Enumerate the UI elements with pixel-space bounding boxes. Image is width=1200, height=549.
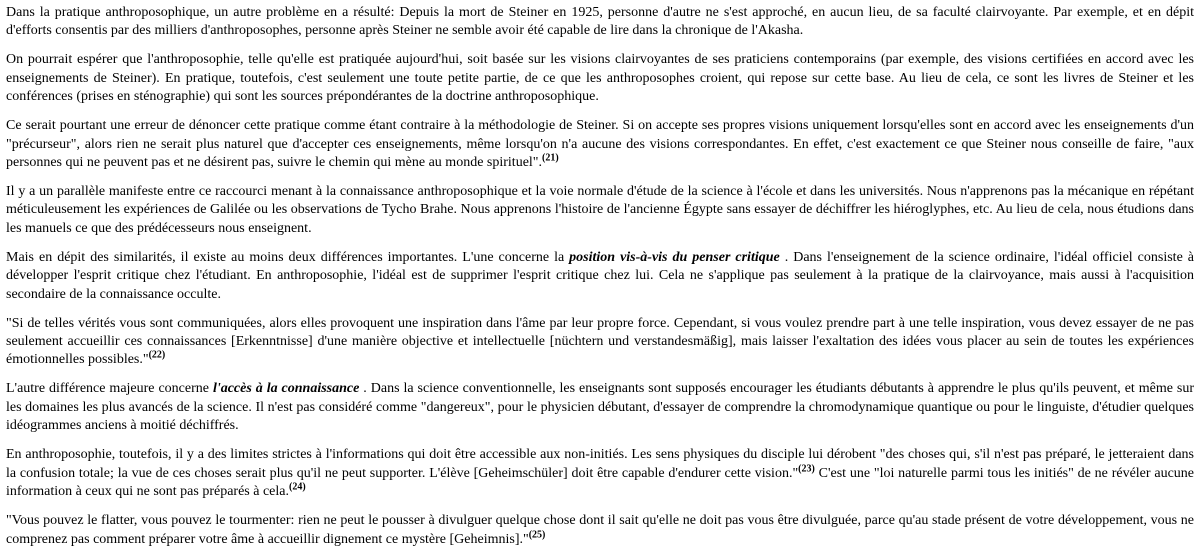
paragraph-8 [6,446,1194,501]
paragraph-text: "Vous pouvez le flatter, vous pouvez le tourmenter: rien ne peut le pousser à divulguer quelque chose dont il sait qu'elle ne doit pas vous être divulguée, parce qu'au stade présent de votre développement, vous ne comprenez pas comment préparer votre âme à accueillir dignement ce mystère [Geheimnis]." [6,513,1194,547]
paragraph-text: L'autre différence majeure concerne [6,381,213,397]
paragraph-text: On pourrait espérer que l'anthroposophie, telle qu'elle est pratiquée aujourd'hui, soit basée sur les visions clairvoyantes de ses praticiens contemporains (par exemple, des visions certifiées en accord avec les enseignements de Steiner). En pratique, toutefois, c'est seulement une toute petite partie, de ce que les anthroposophes croient, qui repose sur cette base. Au lieu de cela, ce sont les livres de Steiner et les conférences (prises en sténographie) qui sont les sources prépondérantes de la doctrine anthroposophique. [6,52,1194,105]
footnote-reference: (21) [542,152,559,164]
emphasized-phrase: l'accès à la connaissance [212,381,360,397]
paragraph-4 [6,183,1194,238]
footnote-reference: (25) [528,528,546,540]
paragraph-9 [6,512,1194,549]
paragraph-3 [6,117,1194,172]
paragraph-6 [6,315,1194,370]
paragraph-text: . Dans l'enseignement de la science ordinaire, l'idéal officiel consiste à développer l'esprit critique chez l'étudiant. En anthroposophie, l'idéal est de supprimer l'esprit critique chez lui. Cela ne s'applique pas seulement à la pratique de la clairvoyance, mais aussi à l'acquisition secondaire de la connaissance occulte. [6,249,1194,302]
paragraph-7 [6,380,1194,435]
footnote-reference: (24) [289,481,306,493]
footnote-reference: (23) [798,463,815,475]
paragraph-5 [6,249,1194,304]
paragraph-text: En anthroposophie, toutefois, il y a des limites strictes à l'informations qui doit être accessible aux non-initiés. Les sens physiques du disciple lui dérobent "des choses qui, s'il n'est pas préparé, le jetteraient dans la confusion totale; la vue de ces choses serait plus qu'il ne peut supporter. L'élève [Geheimschüler] doit être capable d'endurer cette vision." [6,447,1194,481]
paragraph-text: Il y a un parallèle manifeste entre ce raccourci menant à la connaissance anthroposophique et la voie normale d'étude de la science à l'école et dans les universités. Nous n'apprenons pas la mécanique en répétant méticuleusement les expériences de Galilée ou les observations de Tycho Brahe. Nous apprenons l'histoire de l'ancienne Égypte sans essayer de déchiffrer les hiéroglyphes, etc. Au lieu de cela, nous étudions dans les manuels ce que des prédécesseurs nous enseignent. [6,184,1194,236]
paragraph-2 [6,51,1194,106]
emphasized-phrase: position vis-à-vis du penser critique [569,249,780,265]
paragraph-text: "Si de telles vérités vous sont communiquées, alors elles provoquent une inspiration dans l'âme par leur propre force. Cependant, si vous voulez prendre part à une telle inspiration, vous devez essayer de ne pas seulement accueillir ces connaissances [Erkenntnisse] d'une manière objective et intellectuelle [nüchtern und verstandesmäßig], mais laisser l'exaltation des idées vous placer au sein de toutes les expériences émotionnelles possibles." [6,315,1194,368]
paragraph-text: C'est une "loi naturelle parmi tous les initiés" de ne révéler aucune information à ceux qui ne sont pas préparés à cela. [6,465,1194,500]
article-body [6,4,1194,549]
paragraph-text: Dans la pratique anthroposophique, un autre problème en a résulté: Depuis la mort de Steiner en 1925, personne d'autre ne s'est approché, en aucun lieu, de sa faculté clairvoyante. Par exemple, et en dépit d'efforts consentis par des milliers d'anthroposophes, personne après Steiner ne semble avoir été capable de lire dans la chronique de l'Akasha. [6,5,1194,39]
paragraph-text: Ce serait pourtant une erreur de dénoncer cette pratique comme étant contraire à la méthodologie de Steiner. Si on accepte ses propres visions uniquement lorsqu'elles sont en accord avec les enseignements d'un "précurseur", alors rien ne serait plus naturel que d'accepter ces enseignements, même lorsqu'on n'a aucune des visions correspondantes. En effet, c'est exactement ce que Steiner nous conseille de faire, "aux personnes qui ne peuvent pas et ne désirent pas, suivre le chemin qui mène au monde spirituel". [6,118,1194,171]
paragraph-text: Mais en dépit des similarités, il existe au moins deux différences importantes. L'une concerne la [6,249,570,265]
footnote-reference: (22) [148,349,166,361]
paragraph-1 [6,4,1194,41]
paragraph-text: . Dans la science conventionnelle, les enseignants sont supposés encourager les étudiants débutants à apprendre le plus qu'ils peuvent, et même sur les domaines les plus avancés de la science. Il n'est pas considéré comme "dangereux", pour le physicien débutant, d'essayer de comprendre la chromodynamique quantique ou pour le linguiste, d'étudier quelques idéogrammes anciens à moitié déchiffrés. [6,381,1195,434]
